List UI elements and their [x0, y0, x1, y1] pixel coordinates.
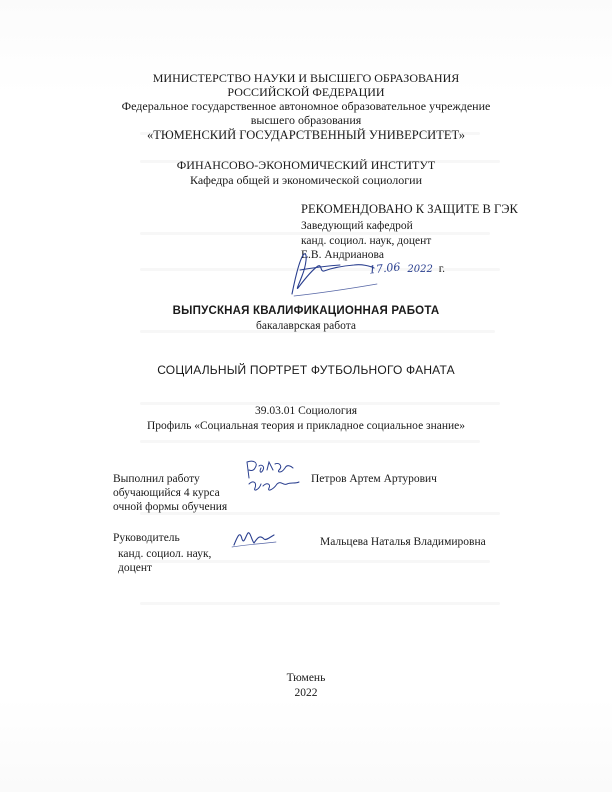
institution-type-line: Федеральное государственное автономное образовательное учреждение — [121, 99, 491, 113]
specialty-profile: Профиль «Социальная теория и прикладное социальное знание» — [146, 420, 466, 432]
supervisor-label-1: Руководитель — [113, 532, 180, 544]
author-label-2: обучающийся 4 курса — [113, 487, 220, 499]
author-label-1: Выполнил работу — [113, 473, 200, 485]
university-name: «ТЮМЕНСКИЙ ГОСУДАРСТВЕННЫЙ УНИВЕРСИТЕТ» — [146, 128, 466, 142]
supervisor-label-2: канд. социол. наук, — [118, 548, 212, 560]
department-name: Кафедра общей и экономической социологии — [189, 173, 423, 187]
ministry-line-2: РОССИЙСКОЙ ФЕДЕРАЦИИ — [227, 85, 385, 99]
supervisor-label-3: доцент — [118, 562, 153, 574]
show-through-line — [140, 602, 500, 605]
education-level-line: высшего образования — [250, 113, 362, 127]
specialty-code: 39.03.01 Социология — [254, 405, 358, 417]
approval-date-handwritten: 17.06 — [368, 260, 402, 277]
approval-title: РЕКОМЕНДОВАНО К ЗАЩИТЕ В ГЭК — [301, 202, 518, 216]
supervisor-name: Мальцева Наталья Владимировна — [320, 536, 486, 548]
approval-date-suffix: г. — [438, 263, 445, 275]
approval-head-name: Е.В. Андрианова — [301, 249, 384, 261]
work-title: СОЦИАЛЬНЫЙ ПОРТРЕТ ФУТБОЛЬНОГО ФАНАТА — [157, 363, 455, 377]
supervisor-signature — [230, 525, 280, 551]
work-subtype: бакалаврская работа — [256, 320, 356, 332]
approval-year: 2022 — [407, 264, 433, 275]
ministry-line-1: МИНИСТЕРСТВО НАУКИ И ВЫСШЕГО ОБРАЗОВАНИЯ — [152, 71, 460, 85]
approval-date-line — [301, 262, 445, 277]
institute-name: ФИНАНСОВО-ЭКОНОМИЧЕСКИЙ ИНСТИТУТ — [176, 158, 436, 172]
approval-degree: канд. социол. наук, доцент — [301, 235, 432, 247]
work-type: ВЫПУСКНАЯ КВАЛИФИКАЦИОННАЯ РАБОТА — [172, 305, 440, 317]
author-label-3: очной формы обучения — [113, 501, 228, 513]
author-signature — [243, 456, 313, 500]
author-name: Петров Артем Артурович — [311, 473, 437, 485]
city: Тюмень — [286, 672, 326, 684]
year: 2022 — [294, 687, 318, 699]
approval-position: Заведующий кафедрой — [301, 220, 413, 232]
show-through-line — [140, 440, 480, 443]
